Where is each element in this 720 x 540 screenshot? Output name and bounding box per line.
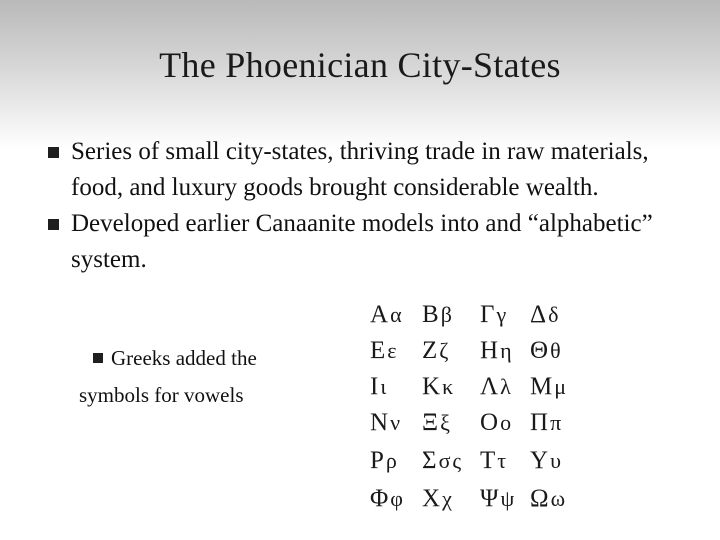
uppercase-letter: Β: [422, 301, 441, 328]
greek-letter-pair: [422, 333, 482, 369]
uppercase-letter: Ν: [370, 409, 391, 436]
lowercase-letter: μ: [554, 374, 569, 399]
uppercase-letter: Ψ: [480, 485, 501, 512]
uppercase-letter: Μ: [530, 373, 555, 400]
lowercase-letter: ω: [550, 486, 568, 511]
uppercase-letter: Α: [370, 301, 391, 328]
uppercase-letter: Φ: [370, 485, 391, 512]
uppercase-letter: Λ: [480, 373, 501, 400]
lowercase-letter: σς: [438, 448, 464, 473]
greek-letter-pair: [370, 297, 430, 333]
uppercase-letter: Δ: [530, 301, 549, 328]
lowercase-letter: γ: [496, 302, 509, 327]
greek-alphabet-table: [370, 297, 590, 517]
uppercase-letter: Χ: [422, 485, 443, 512]
uppercase-letter: Σ: [422, 447, 439, 474]
lowercase-letter: ν: [390, 410, 403, 435]
alphabet-row: [370, 405, 590, 441]
uppercase-letter: Θ: [530, 337, 551, 364]
sub-bullet-line: symbols for vowels: [79, 383, 244, 407]
lowercase-letter: ο: [500, 410, 514, 435]
greek-letter-pair: [530, 443, 590, 479]
lowercase-letter: β: [440, 302, 454, 327]
greek-letter-pair: [370, 405, 430, 441]
uppercase-letter: Κ: [422, 373, 443, 400]
uppercase-letter: Γ: [480, 301, 497, 328]
greek-letter-pair: [530, 333, 590, 369]
lowercase-letter: θ: [550, 338, 563, 363]
square-bullet-icon: [48, 147, 59, 158]
slide-title: The Phoenician City-States: [159, 45, 561, 85]
greek-letter-pair: [422, 297, 482, 333]
sub-bullet: [79, 340, 339, 414]
alphabet-row: [370, 369, 590, 405]
greek-letter-pair: [530, 481, 590, 517]
uppercase-letter: Υ: [530, 447, 551, 474]
alphabet-row: [370, 297, 590, 333]
lowercase-letter: ξ: [440, 410, 452, 435]
greek-letter-pair: [530, 297, 590, 333]
greek-letter-pair: [370, 333, 430, 369]
greek-letter-pair: [422, 369, 482, 405]
uppercase-letter: Τ: [480, 447, 498, 474]
greek-letter-pair: [422, 443, 482, 479]
lowercase-letter: υ: [550, 448, 563, 473]
lowercase-letter: κ: [442, 374, 456, 399]
lowercase-letter: φ: [390, 486, 405, 511]
uppercase-letter: Ω: [530, 485, 551, 512]
lowercase-letter: ζ: [439, 338, 451, 363]
greek-letter-pair: [422, 405, 482, 441]
greek-letter-pair: [370, 443, 430, 479]
lowercase-letter: ε: [387, 338, 399, 363]
lowercase-letter: τ: [497, 448, 509, 473]
lowercase-letter: α: [390, 302, 404, 327]
greek-letter-pair: [370, 369, 430, 405]
uppercase-letter: Π: [530, 409, 551, 436]
bullet-list: [48, 134, 688, 278]
sub-bullet-line: [79, 340, 339, 377]
greek-letter-pair: [370, 481, 430, 517]
alphabet-row: [370, 443, 590, 479]
lowercase-letter: λ: [500, 374, 513, 399]
uppercase-letter: Ο: [480, 409, 501, 436]
lowercase-letter: ψ: [500, 486, 517, 511]
bullet-text: Developed earlier Canaanite models into and “alphabetic” system.: [71, 210, 653, 273]
uppercase-letter: Ρ: [370, 447, 386, 474]
lowercase-letter: η: [500, 338, 514, 363]
alphabet-row: [370, 333, 590, 369]
lowercase-letter: π: [550, 410, 564, 435]
uppercase-letter: Ξ: [422, 409, 441, 436]
bullet-item: [48, 134, 688, 206]
square-bullet-icon: [48, 219, 59, 230]
alphabet-row: [370, 481, 590, 517]
uppercase-letter: Η: [480, 337, 501, 364]
sub-bullet-text: Greeks added the: [111, 346, 257, 370]
greek-letter-pair: [530, 405, 590, 441]
lowercase-letter: δ: [548, 302, 561, 327]
lowercase-letter: ι: [380, 374, 389, 399]
lowercase-letter: χ: [442, 486, 454, 511]
uppercase-letter: Ι: [370, 373, 381, 400]
lowercase-letter: ρ: [385, 448, 399, 473]
square-bullet-icon: [93, 353, 103, 363]
greek-letter-pair: [422, 481, 482, 517]
bullet-text: Series of small city-states, thriving trade in raw materials, food, and luxury goods brought considerable wealth.: [71, 138, 649, 201]
greek-letter-pair: [530, 369, 590, 405]
uppercase-letter: Ζ: [422, 337, 440, 364]
uppercase-letter: Ε: [370, 337, 388, 364]
bullet-item: [48, 206, 688, 278]
